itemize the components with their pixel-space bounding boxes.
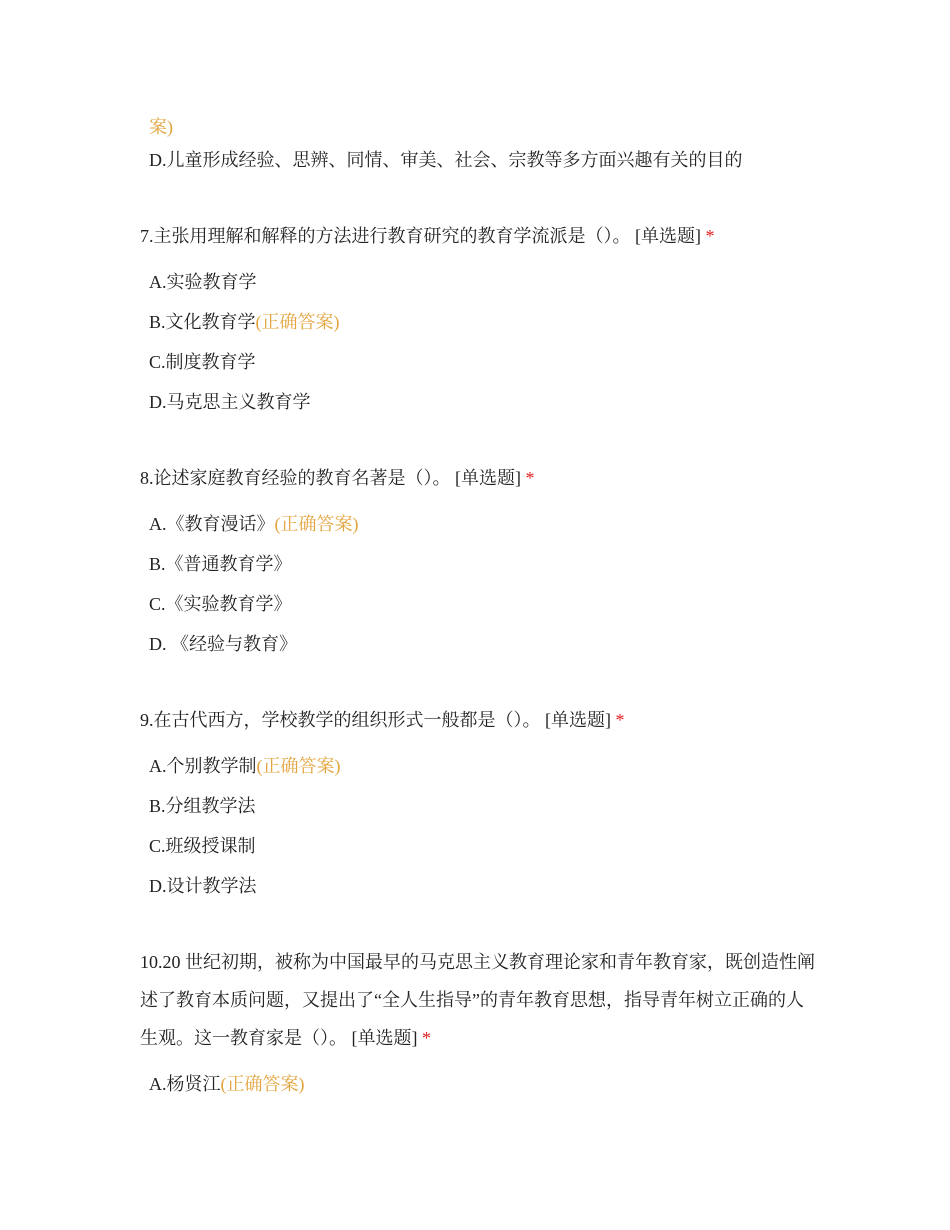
question-text: 9.在古代西方，学校教学的组织形式一般都是（）。 bbox=[140, 710, 541, 730]
option-text: A.《教育漫话》 bbox=[149, 514, 275, 534]
option-text: A.个别教学制 bbox=[149, 756, 257, 776]
option-8d: D. 《经验与教育》 bbox=[149, 634, 297, 654]
option-d-previous: D.儿童形成经验、思辨、同情、审美、社会、宗教等多方面兴趣有关的目的 bbox=[149, 150, 743, 170]
question-type: [单选题] bbox=[545, 710, 611, 730]
correct-answer-mark: (正确答案) bbox=[256, 756, 341, 776]
correct-answer-mark: (正确答案) bbox=[255, 312, 340, 332]
correct-answer-mark: (正确答案) bbox=[220, 1074, 305, 1094]
option-8a bbox=[149, 513, 359, 535]
option-9c: C.班级授课制 bbox=[149, 836, 256, 856]
option-10a bbox=[149, 1073, 305, 1095]
option-text: B.文化教育学 bbox=[149, 312, 256, 332]
option-7d: D.马克思主义教育学 bbox=[149, 392, 311, 412]
question-7 bbox=[140, 225, 715, 247]
question-text: 7.主张用理解和解释的方法进行教育研究的教育学流派是（）。 bbox=[140, 226, 631, 246]
question-type: [单选题] bbox=[455, 468, 521, 488]
question-text: 8.论述家庭教育经验的教育名著是（）。 bbox=[140, 468, 451, 488]
question-type: [单选题] bbox=[351, 1028, 418, 1048]
correct-answer-mark: (正确答案) bbox=[274, 514, 359, 534]
option-7a: A.实验教育学 bbox=[149, 272, 257, 292]
question-8 bbox=[140, 467, 535, 489]
option-9d: D.设计教学法 bbox=[149, 876, 257, 896]
question-10 bbox=[140, 943, 820, 1057]
question-text: 10.20 世纪初期，被称为中国最早的马克思主义教育理论家和青年教育家，既创造性阐述了教育本质问题，又提出了“全人生指导”的青年教育思想，指导青年树立正确的人生观。这一教育家是（）。 bbox=[140, 952, 815, 1048]
option-8c: C.《实验教育学》 bbox=[149, 594, 292, 614]
option-7c: C.制度教育学 bbox=[149, 352, 256, 372]
required-star: * bbox=[422, 1028, 431, 1048]
option-text: A.杨贤江 bbox=[149, 1074, 221, 1094]
required-star: * bbox=[525, 468, 535, 488]
question-type: [单选题] bbox=[635, 226, 701, 246]
required-star: * bbox=[705, 226, 715, 246]
required-star: * bbox=[615, 710, 625, 730]
option-9a bbox=[149, 755, 341, 777]
option-9b: B.分组教学法 bbox=[149, 796, 256, 816]
question-9 bbox=[140, 709, 625, 731]
answer-mark-continued: 案) bbox=[149, 117, 173, 137]
option-8b: B.《普通教育学》 bbox=[149, 554, 292, 574]
option-7b bbox=[149, 311, 340, 333]
